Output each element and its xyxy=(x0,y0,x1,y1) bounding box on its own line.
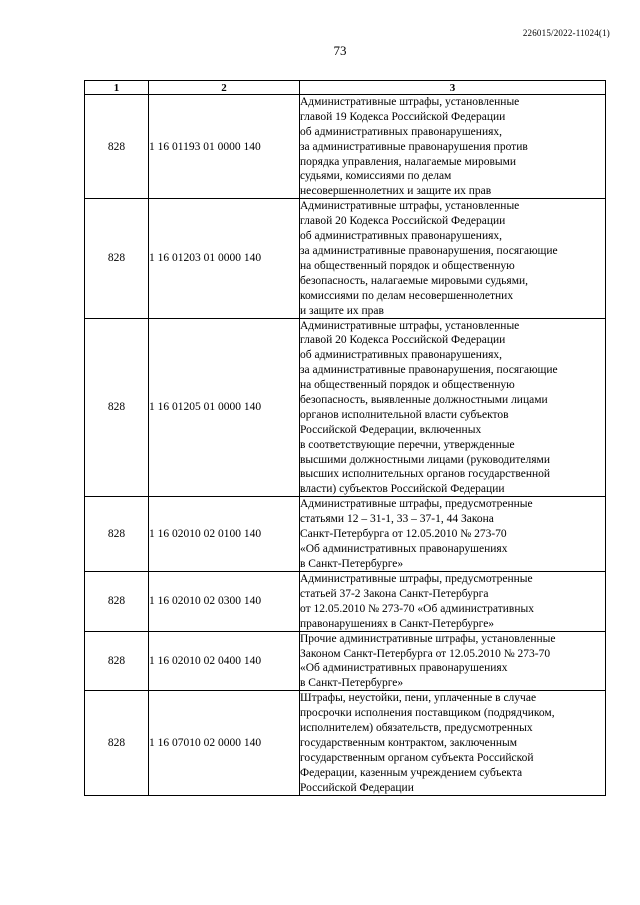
description-line: за административные правонарушения, посягающие xyxy=(300,245,558,258)
column-header-2: 2 xyxy=(149,81,300,95)
revenue-codes-table xyxy=(84,80,606,796)
column-header-3: 3 xyxy=(300,81,606,95)
description-line: статьями 12 – 31-1, 33 – 37-1, 44 Закона xyxy=(300,513,494,526)
document-registration-number: 226015/2022-11024(1) xyxy=(522,28,610,38)
budget-classification-code-cell: 1 16 01203 01 0000 140 xyxy=(149,199,300,318)
table-row xyxy=(85,691,606,795)
description-line: Административные штрафы, предусмотренные xyxy=(300,572,533,585)
revenue-description-cell xyxy=(300,497,606,572)
description-line: «Об административных правонарушениях xyxy=(300,543,508,556)
revenue-description-cell xyxy=(300,691,606,795)
description-line: в Санкт-Петербурге» xyxy=(300,677,404,690)
table-row xyxy=(85,95,606,199)
description-line: Административные штрафы, предусмотренные xyxy=(300,498,533,511)
description-line: об административных правонарушениях, xyxy=(300,125,503,138)
administrator-code-cell: 828 xyxy=(85,571,149,631)
description-line: Административные штрафы, установленные xyxy=(300,96,520,108)
description-line: государственным органом субъекта Российской xyxy=(300,751,534,764)
column-header-1: 1 xyxy=(85,81,149,95)
description-line: главой 20 Кодекса Российской Федерации xyxy=(300,334,506,347)
description-line: исполнителем) обязательств, предусмотренных xyxy=(300,722,533,735)
table-row xyxy=(85,497,606,572)
description-line: на общественный порядок и общественную xyxy=(300,379,515,392)
description-line: об административных правонарушениях, xyxy=(300,230,503,243)
table-row xyxy=(85,318,606,497)
description-line: органов исполнительной власти субъектов xyxy=(300,408,509,421)
description-line: Российской Федерации xyxy=(300,781,414,794)
revenue-description-cell xyxy=(300,571,606,631)
description-line: за административные правонарушения, посягающие xyxy=(300,364,558,377)
administrator-code-cell: 828 xyxy=(85,691,149,795)
description-line: безопасность, выявленные должностными лицами xyxy=(300,394,548,407)
revenue-description-cell xyxy=(300,95,606,199)
description-line: порядка управления, налагаемые мировыми xyxy=(300,155,517,168)
description-line: комиссиями по делам несовершеннолетних xyxy=(300,289,514,302)
administrator-code-cell: 828 xyxy=(85,497,149,572)
description-line: просрочки исполнения поставщиком (подрядчиком, xyxy=(300,707,555,720)
table-header-row xyxy=(85,81,606,95)
description-line: в соответствующие перечни, утвержденные xyxy=(300,438,515,451)
description-line: об административных правонарушениях, xyxy=(300,349,503,362)
description-line: Российской Федерации, включенных xyxy=(300,423,482,436)
administrator-code-cell: 828 xyxy=(85,318,149,497)
budget-classification-code-cell: 1 16 01205 01 0000 140 xyxy=(149,318,300,497)
description-line: власти) субъектов Российской Федерации xyxy=(300,483,505,496)
description-line: высшими должностными лицами (руководителями xyxy=(300,453,550,466)
description-line: от 12.05.2010 № 273-70 «Об административных xyxy=(300,602,534,615)
budget-classification-code-cell: 1 16 07010 02 0000 140 xyxy=(149,691,300,795)
description-line: Законом Санкт-Петербурга от 12.05.2010 № 273-70 xyxy=(300,647,551,660)
description-line: за административные правонарушения против xyxy=(300,140,528,153)
revenue-description-cell xyxy=(300,199,606,318)
description-line: «Об административных правонарушениях xyxy=(300,662,508,675)
description-line: в Санкт-Петербурге» xyxy=(300,557,404,570)
administrator-code-cell: 828 xyxy=(85,631,149,691)
table-row xyxy=(85,631,606,691)
description-line: и защите их прав xyxy=(300,304,384,317)
administrator-code-cell: 828 xyxy=(85,95,149,199)
table-body xyxy=(85,95,606,796)
description-line: главой 19 Кодекса Российской Федерации xyxy=(300,110,506,123)
description-line: несовершеннолетних и защите их прав xyxy=(300,185,492,198)
description-line: Штрафы, неустойки, пени, уплаченные в случае xyxy=(300,692,537,705)
description-line: судьями, комиссиями по делам xyxy=(300,170,452,183)
table-row xyxy=(85,199,606,318)
description-line: правонарушениях в Санкт-Петербурге» xyxy=(300,617,495,630)
budget-classification-code-cell: 1 16 02010 02 0300 140 xyxy=(149,571,300,631)
description-line: Санкт-Петербурга от 12.05.2010 № 273-70 xyxy=(300,528,507,541)
description-line: главой 20 Кодекса Российской Федерации xyxy=(300,215,506,228)
description-line: государственным контрактом, заключенным xyxy=(300,736,518,749)
description-line: безопасность, налагаемые мировыми судьями, xyxy=(300,274,529,287)
description-line: на общественный порядок и общественную xyxy=(300,259,515,272)
budget-classification-code-cell: 1 16 02010 02 0100 140 xyxy=(149,497,300,572)
description-line: Административные штрафы, установленные xyxy=(300,200,520,213)
description-line: высших исполнительных органов государственной xyxy=(300,468,551,481)
page-number: 73 xyxy=(333,43,347,58)
description-line: Административные штрафы, установленные xyxy=(300,319,520,332)
table-row xyxy=(85,571,606,631)
description-line: статьей 37-2 Закона Санкт-Петербурга xyxy=(300,587,489,600)
description-line: Прочие административные штрафы, установленные xyxy=(300,632,556,645)
revenue-description-cell xyxy=(300,318,606,497)
administrator-code-cell: 828 xyxy=(85,199,149,318)
budget-classification-code-cell: 1 16 01193 01 0000 140 xyxy=(149,95,300,199)
revenue-description-cell xyxy=(300,631,606,691)
description-line: Федерации, казенным учреждением субъекта xyxy=(300,766,523,779)
budget-classification-code-cell: 1 16 02010 02 0400 140 xyxy=(149,631,300,691)
